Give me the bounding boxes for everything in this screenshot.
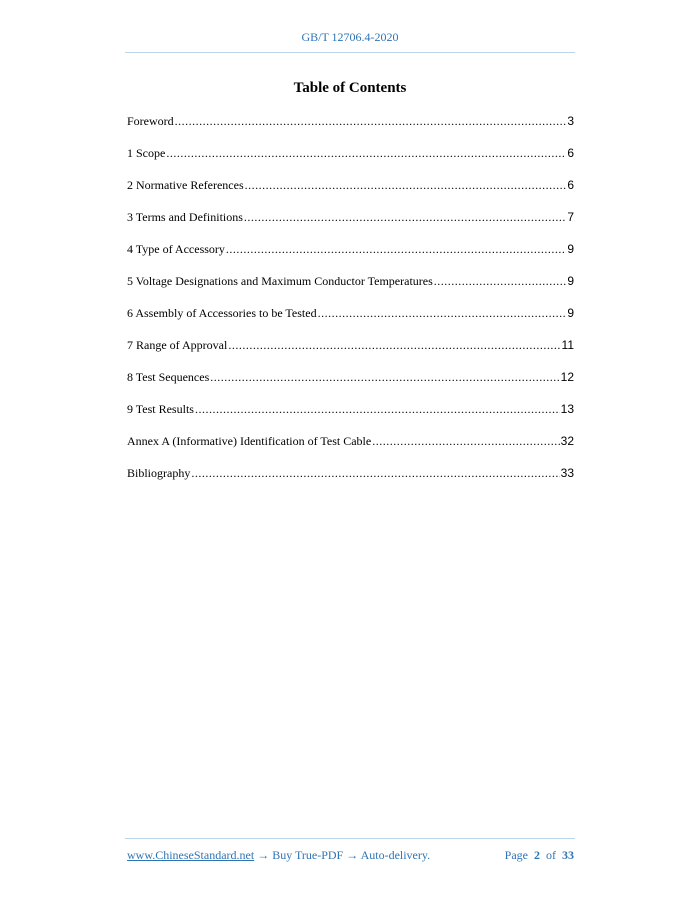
toc-entry-label: 2 Normative References: [127, 178, 244, 192]
dot-leader: [191, 466, 559, 481]
toc-entry-test-results[interactable]: [127, 402, 574, 434]
of-word: of: [546, 848, 556, 862]
dot-leader: [226, 242, 566, 257]
toc-entry-label: 4 Type of Accessory: [127, 242, 225, 256]
toc-entry-page: 13: [560, 402, 574, 416]
toc-entry-bibliography[interactable]: [127, 466, 574, 498]
toc-entry-terms-and-definitions[interactable]: [127, 210, 574, 242]
running-footer: [127, 848, 574, 864]
dot-leader: [372, 434, 559, 449]
toc-entry-normative-references[interactable]: [127, 178, 574, 210]
page-word: Page: [504, 848, 528, 862]
toc-entry-assembly-of-accessories[interactable]: [127, 306, 574, 338]
toc-entry-voltage-designations[interactable]: [127, 274, 574, 306]
toc-title: Table of Contents: [293, 80, 407, 96]
toc-entry-page: 9: [567, 274, 574, 288]
toc-entry-page: 9: [567, 306, 574, 320]
toc-entry-label: 3 Terms and Definitions: [127, 210, 243, 224]
toc-entry-page: 11: [561, 338, 574, 352]
footer-divider: [125, 838, 575, 839]
toc-entry-foreword[interactable]: [127, 114, 574, 146]
footer-promo: [127, 848, 430, 863]
dot-leader: [318, 306, 567, 321]
toc-entry-label: 9 Test Results: [127, 402, 194, 416]
header-divider: [125, 52, 575, 53]
dot-leader: [195, 402, 560, 417]
toc-entry-label: Annex A (Informative) Identification of Test Cable: [127, 434, 372, 448]
dot-leader: [434, 274, 567, 289]
toc-entry-page: 6: [567, 178, 574, 192]
dot-leader: [175, 114, 567, 129]
toc-entry-page: 32: [560, 434, 574, 448]
toc-entry-label: 5 Voltage Designations and Maximum Conductor Temperatures: [127, 274, 433, 288]
dot-leader: [245, 178, 567, 193]
toc-entry-page: 3: [567, 114, 574, 128]
site-link[interactable]: www.ChineseStandard.net: [127, 848, 255, 862]
running-header: [0, 30, 700, 45]
toc-entry-test-sequences[interactable]: [127, 370, 574, 402]
toc-entry-label: 8 Test Sequences: [127, 370, 210, 384]
toc-entry-label: 1 Scope: [127, 146, 166, 160]
toc-entry-type-of-accessory[interactable]: [127, 242, 574, 274]
toc-entry-page: 33: [560, 466, 574, 480]
dot-leader: [228, 338, 560, 353]
toc-entry-page: 12: [560, 370, 574, 384]
dot-leader: [244, 210, 566, 225]
toc-entry-label: 7 Range of Approval: [127, 338, 228, 352]
toc-entry-range-of-approval[interactable]: [127, 338, 574, 370]
dot-leader: [210, 370, 559, 385]
total-page-count: 33: [562, 848, 574, 862]
toc-entry-page: 9: [567, 242, 574, 256]
toc-entry-label: 6 Assembly of Accessories to be Tested: [127, 306, 317, 320]
toc-list: [127, 114, 574, 498]
promo-text: → Buy True-PDF → Auto-delivery.: [254, 848, 431, 862]
page-counter: [505, 848, 574, 863]
toc-entry-scope[interactable]: [127, 146, 574, 178]
toc-entry-label: Bibliography: [127, 466, 191, 480]
toc-entry-page: 7: [567, 210, 574, 224]
toc-entry-page: 6: [567, 146, 574, 160]
current-page-number: 2: [534, 848, 540, 862]
toc-entry-annex-a[interactable]: [127, 434, 574, 466]
document-id: GB/T 12706.4-2020: [301, 30, 399, 44]
toc-entry-label: Foreword: [127, 114, 174, 128]
dot-leader: [166, 146, 566, 161]
